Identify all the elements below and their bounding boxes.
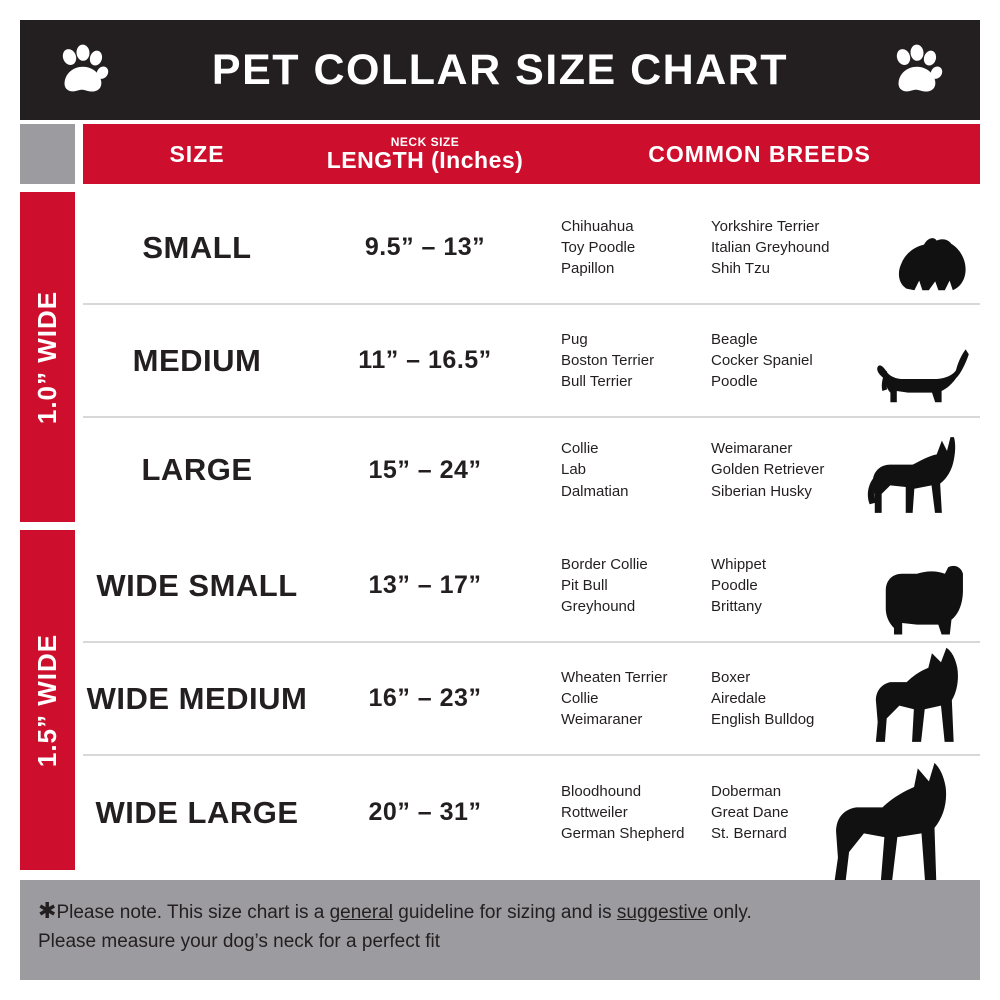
footer-text-suggestive: suggestive: [616, 902, 708, 923]
breed-item: Airedale: [711, 689, 767, 707]
breed-list-right: [711, 216, 829, 280]
row-size-label: WIDE MEDIUM: [86, 680, 308, 716]
breed-item: Pit Bull: [561, 576, 608, 594]
breed-list-right: [711, 667, 814, 731]
row-length-label: 16” – 23”: [368, 684, 482, 712]
footer-text-general: general: [329, 902, 393, 923]
row-breeds-cell: [539, 192, 980, 303]
table-row: [83, 418, 980, 530]
breed-item: Bull Terrier: [561, 373, 633, 391]
breed-item: Toy Poodle: [561, 238, 636, 256]
breed-item: Pug: [561, 330, 588, 348]
chart-header: [20, 20, 980, 120]
corner-spacer: [20, 124, 75, 184]
asterisk-icon: ✱: [38, 898, 57, 923]
row-size-cell: [83, 418, 311, 522]
column-header-size-label: SIZE: [169, 140, 225, 167]
breed-list-right: [711, 554, 766, 618]
footer-text-b: guideline for sizing and is: [393, 902, 617, 923]
breed-item: Collie: [561, 689, 599, 707]
breed-item: Lab: [561, 461, 587, 479]
breed-list-left: [561, 554, 711, 618]
breed-item: Bloodhound: [561, 782, 642, 800]
breed-item: Weimaraner: [711, 440, 793, 458]
column-header-neck-size-label: NECK SIZE: [390, 134, 460, 149]
breed-item: Poodle: [711, 576, 758, 594]
group-label-text: 1.0” WIDE: [32, 290, 62, 424]
row-size-cell: [83, 643, 311, 754]
footer-note: [20, 880, 980, 980]
table-column-headers: [20, 124, 980, 184]
breed-item: Greyhound: [561, 598, 636, 616]
row-length-cell: [311, 305, 539, 416]
column-header-length: [311, 124, 539, 184]
breed-item: Cocker Spaniel: [711, 351, 813, 369]
table-row: [83, 756, 980, 869]
breed-list-right: [711, 438, 824, 502]
breed-item: Chihuahua: [561, 217, 634, 235]
row-size-label: SMALL: [142, 229, 252, 265]
row-size-cell: [83, 756, 311, 869]
breed-list-left: [561, 329, 711, 393]
breed-list-left: [561, 781, 711, 845]
breed-list-left: [561, 438, 711, 502]
table-row: [83, 305, 980, 418]
row-size-cell: [83, 530, 311, 641]
row-length-cell: [311, 643, 539, 754]
row-breeds-cell: [539, 305, 980, 416]
footer-line-1: [38, 894, 958, 928]
row-length-label: 20” – 31”: [368, 798, 482, 826]
row-length-label: 9.5” – 13”: [364, 233, 486, 261]
small-dog-silhouette: [892, 231, 972, 299]
breed-item: Boxer: [711, 668, 751, 686]
column-header-size: [83, 124, 311, 184]
boxer-silhouette: [872, 646, 972, 750]
row-size-label: WIDE SMALL: [96, 567, 298, 603]
breed-item: German Shepherd: [561, 825, 685, 843]
footer-text-c: only.: [707, 902, 752, 923]
group-label-1-5-wide: [20, 530, 75, 870]
table-row: [83, 643, 980, 756]
breed-item: Papillon: [561, 260, 615, 278]
row-length-label: 13” – 17”: [368, 571, 482, 599]
row-length-label: 11” – 16.5”: [358, 346, 492, 374]
page-title: PET COLLAR SIZE CHART: [211, 45, 789, 94]
column-header-breeds: [539, 124, 980, 184]
row-length-label: 15” – 24”: [368, 455, 482, 484]
paw-icon: [56, 43, 110, 97]
row-length-cell: [311, 530, 539, 641]
great-dane-silhouette: [832, 761, 972, 891]
table-row: [83, 530, 980, 643]
breed-item: Boston Terrier: [561, 351, 655, 369]
breed-item: Rottweiler: [561, 803, 628, 821]
breed-item: Yorkshire Terrier: [711, 217, 820, 235]
row-size-label: LARGE: [141, 452, 253, 488]
dachshund-silhouette: [876, 342, 972, 412]
table-row: [83, 192, 980, 305]
breed-item: Italian Greyhound: [711, 238, 830, 256]
breed-item: Beagle: [711, 330, 758, 348]
breed-item: Dalmatian: [561, 482, 629, 500]
row-breeds-cell: [539, 418, 980, 522]
breed-list-left: [561, 216, 711, 280]
bulldog-silhouette: [880, 559, 972, 637]
paw-icon: [890, 43, 944, 97]
breed-item: Shih Tzu: [711, 260, 770, 278]
row-size-cell: [83, 192, 311, 303]
group-label-1-0-wide: [20, 192, 75, 522]
breed-item: Weimaraner: [561, 711, 643, 729]
footer-line-2: Please measure your dog’s neck for a perfect fit: [38, 930, 441, 952]
breed-item: Poodle: [711, 373, 758, 391]
table-body: [83, 192, 980, 869]
row-length-cell: [311, 192, 539, 303]
footer-text-a: Please note. This size chart is a: [56, 902, 330, 923]
group-label-text: 1.5” WIDE: [32, 633, 62, 767]
breed-item: English Bulldog: [711, 711, 815, 729]
row-length-cell: [311, 756, 539, 869]
row-size-cell: [83, 305, 311, 416]
breed-item: Golden Retriever: [711, 461, 825, 479]
row-length-cell: [311, 418, 539, 522]
breed-item: Whippet: [711, 555, 767, 573]
breed-list-left: [561, 667, 711, 731]
breed-item: Doberman: [711, 782, 782, 800]
breed-item: St. Bernard: [711, 825, 787, 843]
row-breeds-cell: [539, 643, 980, 754]
row-size-label: MEDIUM: [132, 342, 262, 378]
breed-item: Great Dane: [711, 803, 789, 821]
breed-list-right: [711, 329, 813, 393]
column-header-length-label: LENGTH (Inches): [326, 146, 524, 173]
breed-item: Wheaten Terrier: [561, 668, 668, 686]
breed-item: Siberian Husky: [711, 482, 812, 500]
breed-item: Collie: [561, 440, 599, 458]
breed-item: Border Collie: [561, 555, 648, 573]
column-gap: [75, 124, 83, 184]
column-header-breeds-label: COMMON BREEDS: [648, 140, 871, 167]
breed-item: Brittany: [711, 598, 762, 616]
shepherd-silhouette: [867, 432, 972, 518]
row-breeds-cell: [539, 756, 980, 869]
breed-list-right: [711, 781, 789, 845]
row-breeds-cell: [539, 530, 980, 641]
row-size-label: WIDE LARGE: [95, 794, 299, 830]
